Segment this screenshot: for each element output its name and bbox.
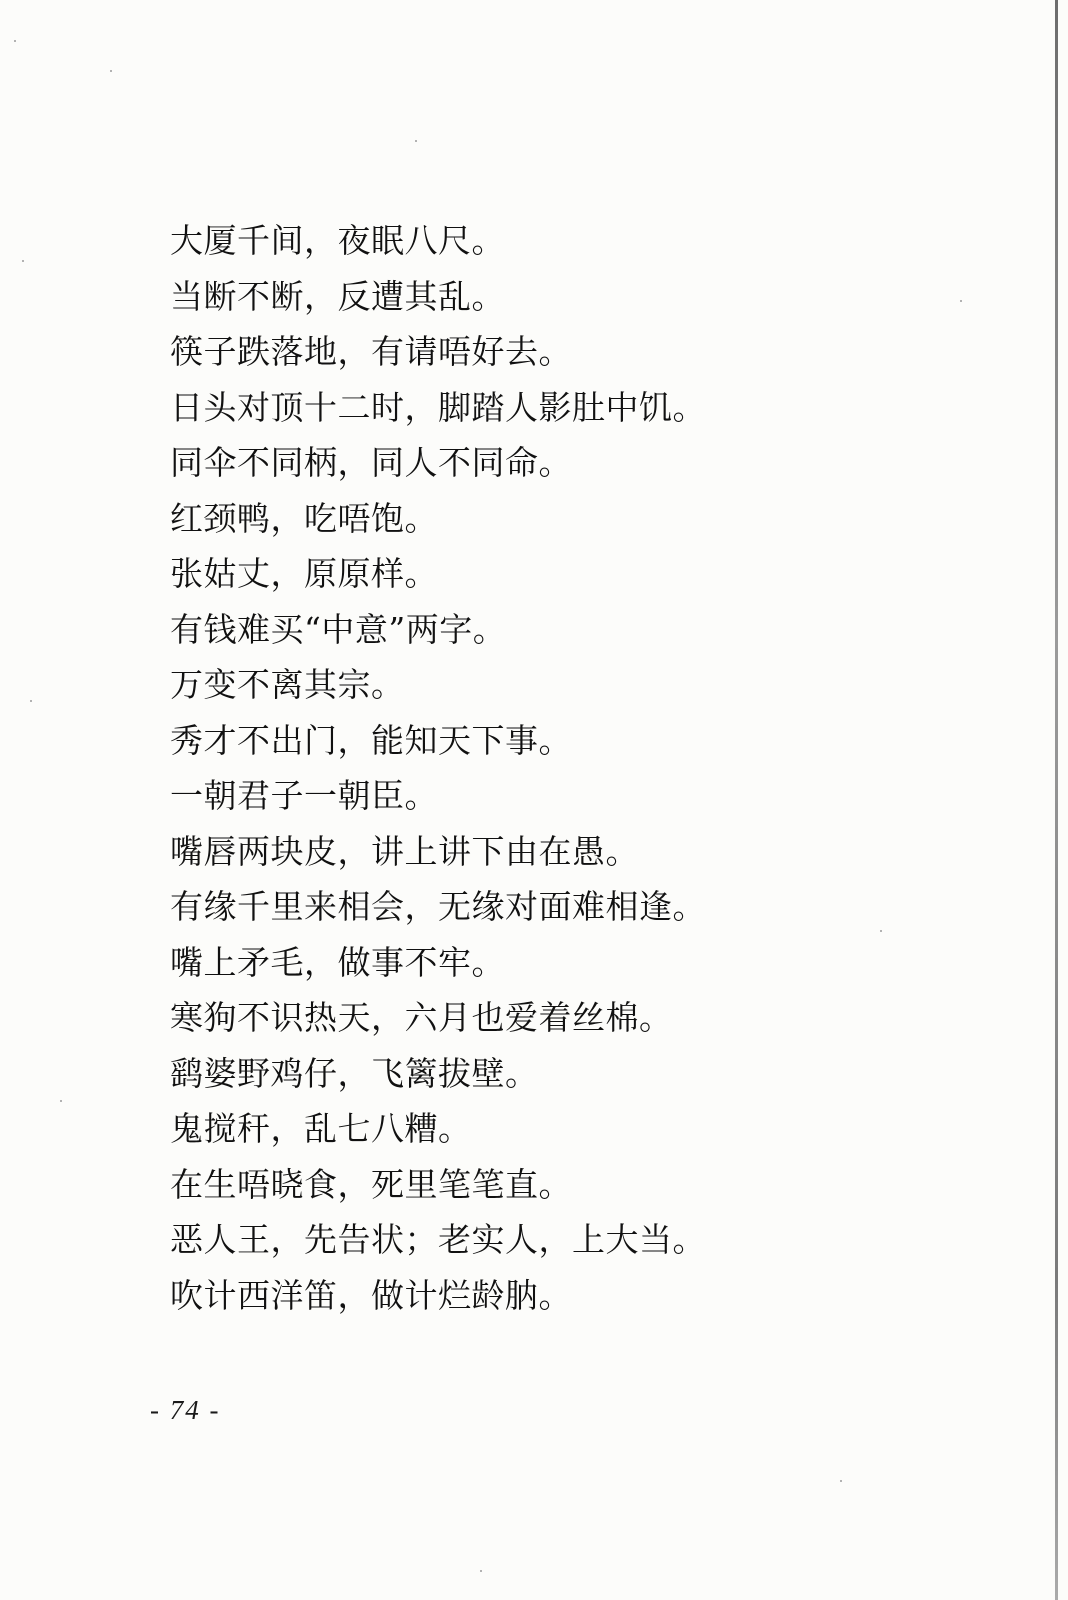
proverb-line: 恶人王，先告状；老实人，上大当。 <box>170 1220 706 1259</box>
proverb-line: 张姑丈，原原样。 <box>170 554 438 593</box>
proverb-line: 万变不离其宗。 <box>170 665 405 704</box>
proverb-line: 一朝君子一朝臣。 <box>170 776 438 815</box>
scan-speck <box>110 70 112 72</box>
scan-speck <box>14 40 16 42</box>
scan-speck <box>480 1570 482 1572</box>
scan-speck <box>22 260 24 262</box>
proverb-line: 红颈鸭，吃唔饱。 <box>170 498 438 538</box>
proverb-line: 吹计西洋笛，做计烂龄肭。 <box>170 1275 572 1315</box>
proverb-line: 嘴上矛毛，做事不牢。 <box>170 942 505 982</box>
proverb-line: 嘴唇两块皮，讲上讲下由在愚。 <box>170 831 639 871</box>
proverb-line: 鬼搅秆，乱七八糟。 <box>170 1109 472 1148</box>
proverb-line: 有缘千里来相会，无缘对面难相逢。 <box>170 887 706 926</box>
proverb-line: 日头对顶十二时，脚踏人影肚中饥。 <box>170 387 706 427</box>
proverb-line: 筷子跌落地，有请唔好去。 <box>170 332 572 371</box>
proverb-line: 同伞不同柄，同人不同命。 <box>170 443 572 482</box>
page-edge-shadow <box>1055 0 1058 1600</box>
scan-speck <box>960 300 962 302</box>
proverb-line: 在生唔晓食，死里笔笔直。 <box>170 1164 572 1204</box>
page-number: - 74 - <box>150 1395 221 1425</box>
proverb-list <box>170 213 890 1323</box>
proverb-line: 当断不断，反遭其乱。 <box>170 276 505 316</box>
scan-speck <box>840 1480 842 1482</box>
scan-speck <box>415 140 417 142</box>
proverb-line: 鹞婆野鸡仔，飞篱拔壁。 <box>170 1053 539 1093</box>
scan-speck <box>60 1100 62 1102</box>
proverb-line: 大厦千间，夜眠八尺。 <box>170 221 505 260</box>
proverb-line: 有钱难买“中意”两字。 <box>170 609 507 649</box>
scan-speck <box>30 700 32 702</box>
proverb-line: 秀才不出门，能知天下事。 <box>170 720 572 760</box>
scan-speck <box>880 930 882 932</box>
proverb-line: 寒狗不识热天，六月也爱着丝棉。 <box>170 998 673 1037</box>
